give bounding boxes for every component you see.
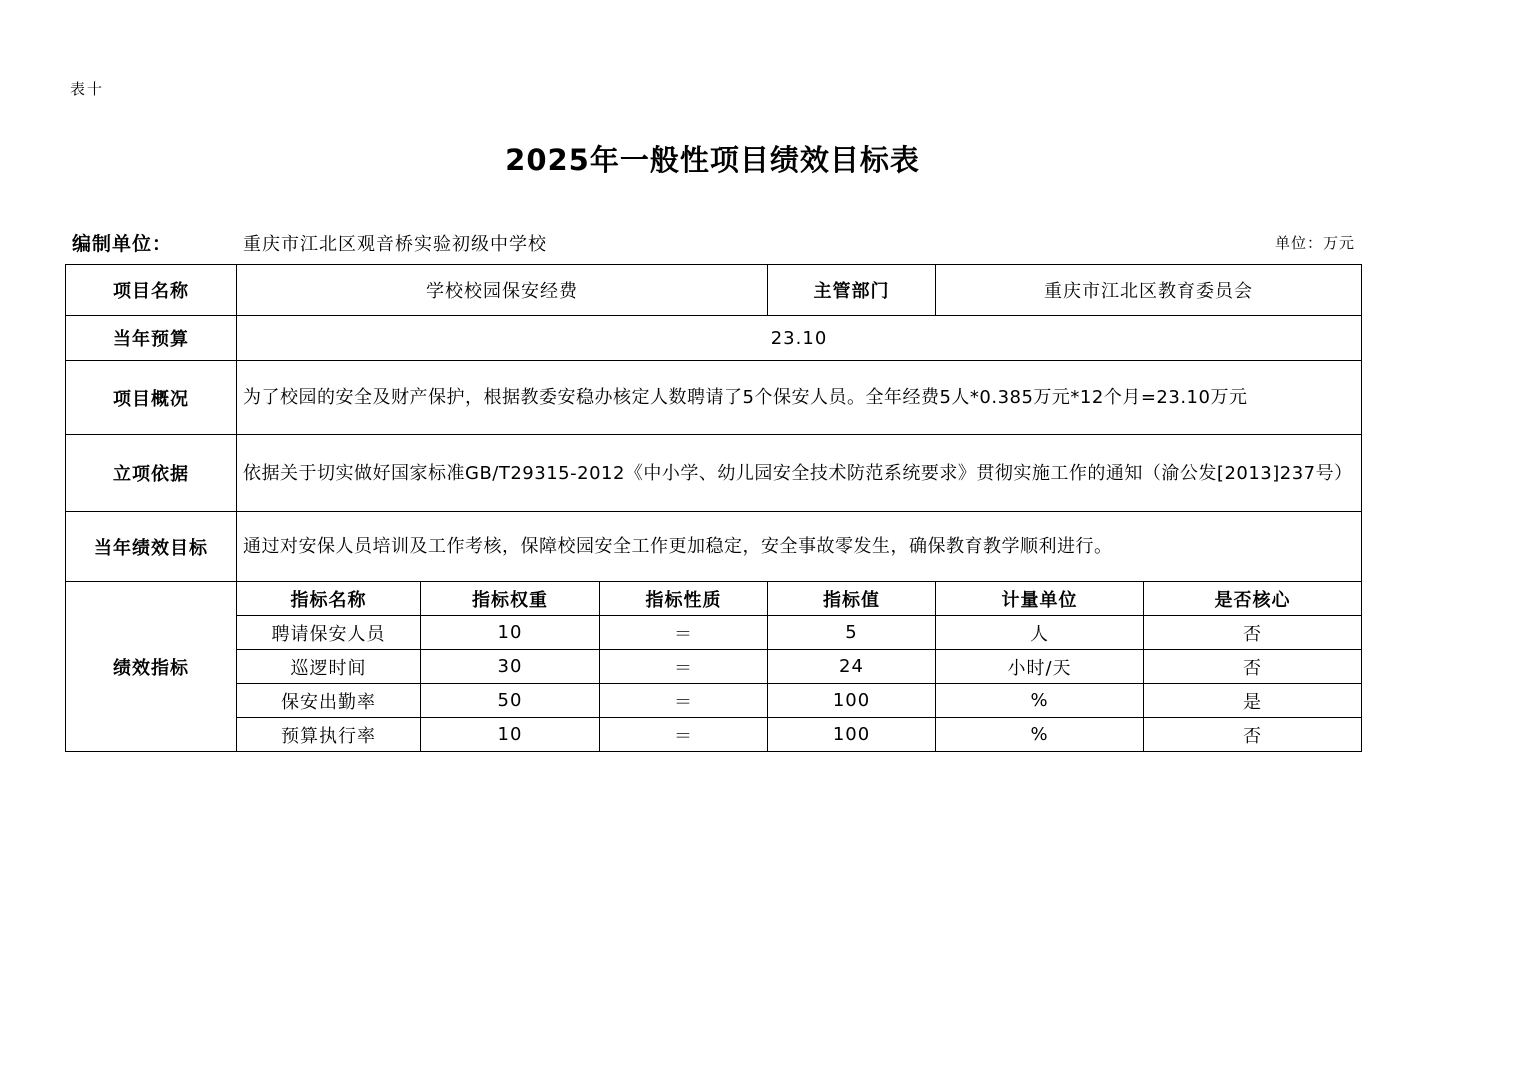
- table-row: [66, 718, 1362, 752]
- indicator-header-weight: 指标权重: [421, 582, 600, 616]
- table-row: [66, 616, 1362, 650]
- project-name-label: 项目名称: [66, 265, 237, 316]
- budget-value: 23.10: [237, 316, 1362, 361]
- overview-text: 为了校园的安全及财产保护，根据教委安稳办核定人数聘请了5个保安人员。全年经费5人*0.385万元*12个月=23.10万元: [237, 361, 1362, 435]
- indicator-nature: ＝: [600, 684, 768, 718]
- indicator-header-name: 指标名称: [237, 582, 421, 616]
- indicator-weight: 10: [421, 718, 600, 752]
- indicator-core: 否: [1144, 616, 1362, 650]
- indicator-header-unit: 计量单位: [936, 582, 1144, 616]
- indicator-unit: %: [936, 684, 1144, 718]
- sheet-label: 表十: [70, 80, 105, 98]
- dept-value: 重庆市江北区教育委员会: [936, 265, 1362, 316]
- indicator-header-row: [66, 582, 1362, 616]
- unit-value: 重庆市江北区观音桥实验初级中学校: [243, 234, 547, 255]
- indicator-unit: %: [936, 718, 1144, 752]
- indicator-weight: 50: [421, 684, 600, 718]
- performance-table: [65, 264, 1362, 752]
- indicator-value: 100: [768, 718, 936, 752]
- goal-row: [66, 512, 1362, 582]
- indicator-value: 5: [768, 616, 936, 650]
- indicator-name: 巡逻时间: [237, 650, 421, 684]
- table-row: [66, 684, 1362, 718]
- indicator-weight: 30: [421, 650, 600, 684]
- indicator-unit: 人: [936, 616, 1144, 650]
- indicator-core: 否: [1144, 718, 1362, 752]
- indicator-nature: ＝: [600, 718, 768, 752]
- indicator-value: 100: [768, 684, 936, 718]
- unit-label: 编制单位：: [72, 233, 173, 255]
- indicators-label: 绩效指标: [66, 582, 237, 752]
- indicator-header-core: 是否核心: [1144, 582, 1362, 616]
- dept-label: 主管部门: [768, 265, 936, 316]
- indicator-name: 聘请保安人员: [237, 616, 421, 650]
- indicator-core: 是: [1144, 684, 1362, 718]
- indicator-core: 否: [1144, 650, 1362, 684]
- project-name-value: 学校校园保安经费: [237, 265, 768, 316]
- page-title: 2025年一般性项目绩效目标表: [505, 143, 920, 177]
- table-row: [66, 650, 1362, 684]
- budget-row: [66, 316, 1362, 361]
- basis-text: 依据关于切实做好国家标准GB/T29315-2012《中小学、幼儿园安全技术防范系统要求》贯彻实施工作的通知（渝公发[2013]237号）: [237, 435, 1362, 512]
- basis-row: [66, 435, 1362, 512]
- project-row: [66, 265, 1362, 316]
- indicator-nature: ＝: [600, 650, 768, 684]
- goal-text: 通过对安保人员培训及工作考核，保障校园安全工作更加稳定，安全事故零发生，确保教育教学顺利进行。: [237, 512, 1362, 582]
- indicator-value: 24: [768, 650, 936, 684]
- indicator-header-value: 指标值: [768, 582, 936, 616]
- overview-row: [66, 361, 1362, 435]
- indicator-name: 预算执行率: [237, 718, 421, 752]
- indicator-weight: 10: [421, 616, 600, 650]
- indicator-header-nature: 指标性质: [600, 582, 768, 616]
- indicator-nature: ＝: [600, 616, 768, 650]
- indicator-name: 保安出勤率: [237, 684, 421, 718]
- currency-label: 单位：万元: [1274, 234, 1355, 252]
- goal-label: 当年绩效目标: [66, 512, 237, 582]
- overview-label: 项目概况: [66, 361, 237, 435]
- budget-label: 当年预算: [66, 316, 237, 361]
- basis-label: 立项依据: [66, 435, 237, 512]
- indicator-unit: 小时/天: [936, 650, 1144, 684]
